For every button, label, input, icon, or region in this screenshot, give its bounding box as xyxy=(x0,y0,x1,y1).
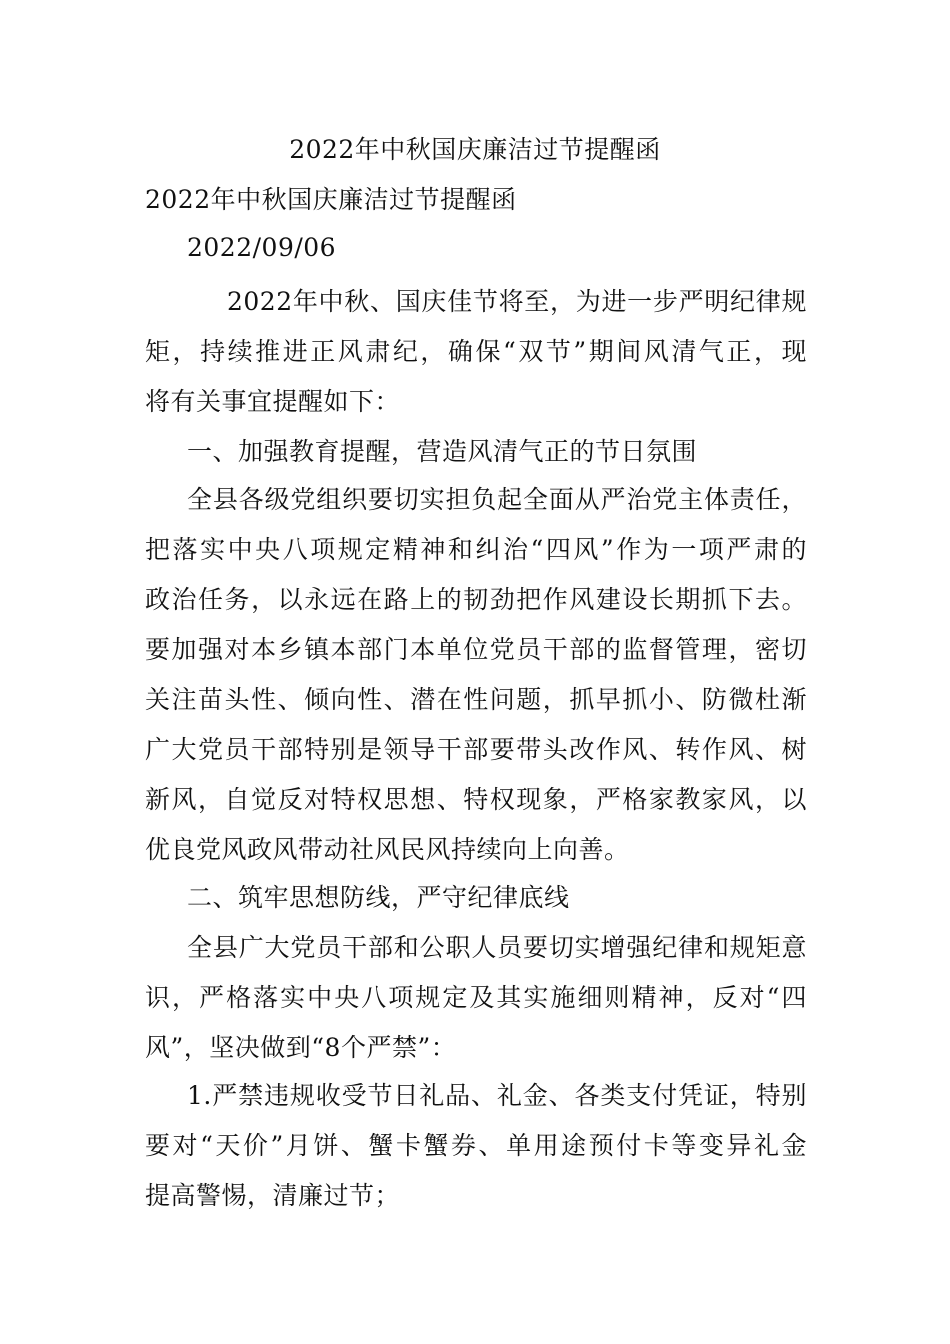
section-heading-2: 二、筑牢思想防线，严守纪律底线 xyxy=(187,883,570,912)
paragraph-line: 要对“天价”月饼、蟹卡蟹券、单用途预付卡等变异礼金 xyxy=(145,1131,807,1160)
paragraph-line: 关注苗头性、倾向性、潜在性问题，抓早抓小、防微杜渐 xyxy=(145,685,807,714)
section-heading-1: 一、加强教育提醒，营造风清气正的节日氛围 xyxy=(187,437,698,466)
paragraph-line: 风”，坚决做到“8个严禁”： xyxy=(145,1033,457,1062)
document-title: 2022年中秋国庆廉洁过节提醒函 xyxy=(289,135,661,164)
paragraph-line: 优良党风政风带动社风民风持续向上向善。 xyxy=(145,835,630,864)
document-subtitle: 2022年中秋国庆廉洁过节提醒函 xyxy=(145,185,517,214)
paragraph-line: 广大党员干部特别是领导干部要带头改作风、转作风、树 xyxy=(145,735,807,764)
paragraph-line: 要加强对本乡镇本部门本单位党员干部的监督管理，密切 xyxy=(145,635,807,664)
paragraph-line: 2022年中秋、国庆佳节将至，为进一步严明纪律规 xyxy=(227,287,807,316)
paragraph-line: 提高警惕，清廉过节； xyxy=(145,1181,401,1210)
paragraph-line: 将有关事宜提醒如下： xyxy=(145,387,401,416)
paragraph-line: 识，严格落实中央八项规定及其实施细则精神，反对“四 xyxy=(145,983,807,1012)
paragraph-line: 政治任务，以永远在路上的韧劲把作风建设长期抓下去。 xyxy=(145,585,807,614)
paragraph-line: 矩，持续推进正风肃纪，确保“双节”期间风清气正，现 xyxy=(145,337,807,366)
list-item-1: 1.严禁违规收受节日礼品、礼金、各类支付凭证，特别 xyxy=(187,1081,807,1110)
document-date: 2022/09/06 xyxy=(187,233,337,262)
paragraph-line: 把落实中央八项规定精神和纠治“四风”作为一项严肃的 xyxy=(145,535,807,564)
paragraph-line: 新风，自觉反对特权思想、特权现象，严格家教家风，以 xyxy=(145,785,807,814)
paragraph-line: 全县广大党员干部和公职人员要切实增强纪律和规矩意 xyxy=(187,933,807,962)
paragraph-line: 全县各级党组织要切实担负起全面从严治党主体责任， xyxy=(187,485,807,514)
